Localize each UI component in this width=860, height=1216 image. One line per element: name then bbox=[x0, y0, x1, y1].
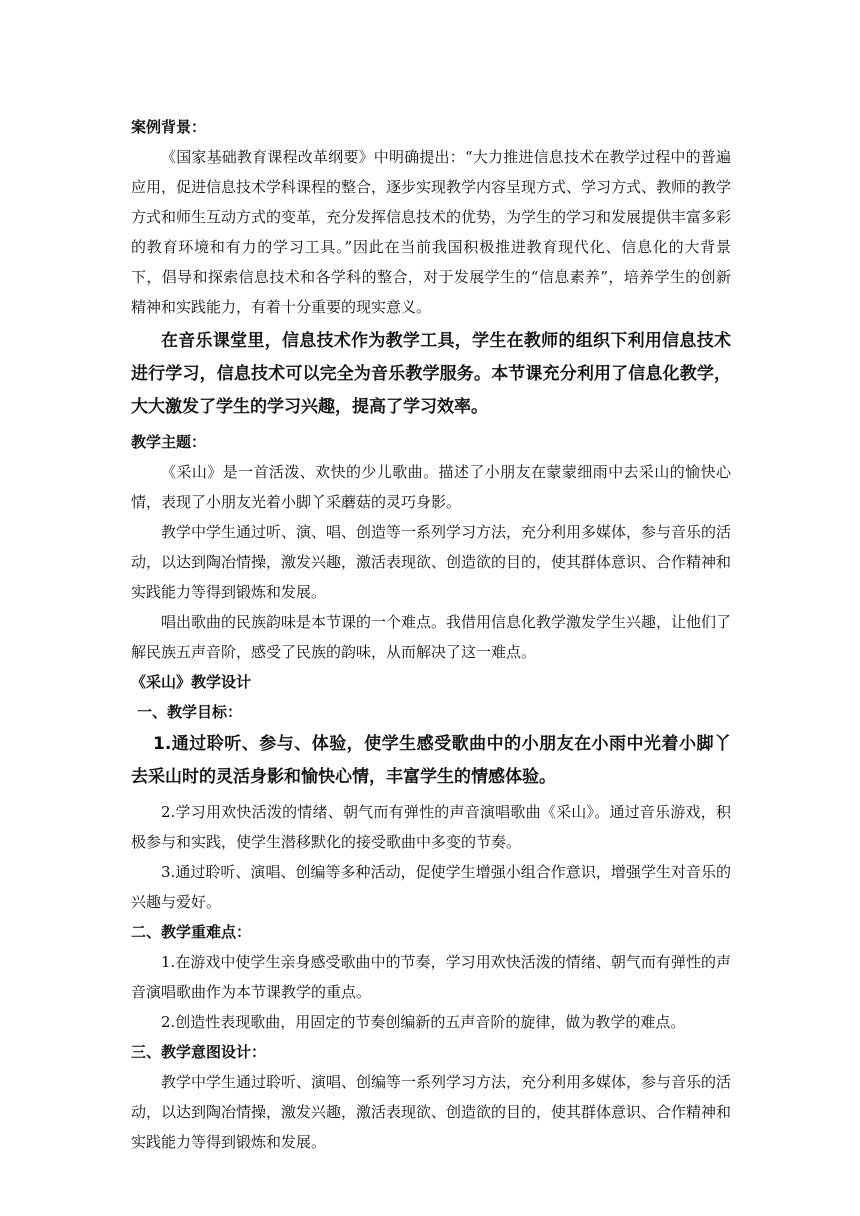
keypoint-1: 1.在游戏中使学生亲身感受歌曲中的节奏，学习用欢快活泼的情绪、朝气而有弹性的声音演唱歌曲作为本节课教学的重点。 bbox=[131, 953, 731, 1001]
objectives-heading: 一、教学目标： bbox=[137, 703, 243, 721]
background-heading: 案例背景： bbox=[131, 118, 207, 136]
objective-2: 2.学习用欢快活泼的情绪、朝气而有弹性的声音演唱歌曲《采山》。通过音乐游戏，积极参与和实践，使学生潜移默化的接受歌曲中多变的节奏。 bbox=[131, 803, 731, 851]
keypoint-2: 2.创造性表现歌曲，用固定的节奏创编新的五声音阶的旋律，做为教学的难点。 bbox=[161, 1013, 686, 1031]
intent-paragraph-1: 教学中学生通过聆听、演唱、创编等一系列学习方法，充分利用多媒体，参与音乐的活动，以达到陶冶情操，激发兴趣，激活表现欲、创造欲的目的，使其群体意识、合作精神和实践能力等得到锻炼和发展。 bbox=[131, 1073, 732, 1151]
objective-1: 1.通过聆听、参与、体验，使学生感受歌曲中的小朋友在小雨中光着小脚丫去采山时的灵活身影和愉快心情，丰富学生的情感体验。 bbox=[131, 734, 731, 787]
theme-heading: 教学主题： bbox=[131, 433, 207, 451]
document-body bbox=[131, 112, 731, 1157]
theme-paragraph-2: 教学中学生通过听、演、唱、创造等一系列学习方法，充分利用多媒体，参与音乐的活动，以达到陶冶情操，激发兴趣，激活表现欲、创造欲的目的，使其群体意识、合作精神和实践能力等得到锻炼和发展。 bbox=[131, 523, 732, 601]
objective-3: 3.通过聆听、演唱、创编等多种活动，促使学生增强小组合作意识，增强学生对音乐的兴趣与爱好。 bbox=[131, 863, 731, 911]
keypoints-heading: 二、教学重难点： bbox=[131, 923, 252, 941]
design-title: 《采山》教学设计 bbox=[131, 673, 252, 691]
intent-heading: 三、教学意图设计： bbox=[131, 1043, 267, 1061]
theme-paragraph-1: 《采山》是一首活泼、欢快的少儿歌曲。描述了小朋友在蒙蒙细雨中去采山的愉快心情，表现了小朋友光着小脚丫采蘑菇的灵巧身影。 bbox=[131, 463, 731, 511]
theme-paragraph-3: 唱出歌曲的民族韵味是本节课的一个难点。我借用信息化教学激发学生兴趣，让他们了解民族五声音阶，感受了民族的韵味，从而解决了这一难点。 bbox=[131, 613, 732, 661]
background-paragraph-2: 在音乐课堂里，信息技术作为教学工具，学生在教师的组织下利用信息技术进行学习，信息技术可以完全为音乐教学服务。本节课充分利用了信息化教学，大大激发了学生的学习兴趣，提高了学习效率。 bbox=[131, 331, 731, 417]
background-paragraph-1: 《国家基础教育课程改革纲要》中明确提出：“大力推进信息技术在教学过程中的普遍应用，促进信息技术学科课程的整合，逐步实现教学内容呈现方式、学习方式、教师的教学方式和师生互动方式的变革，充分发挥信息技术的优势，为学生的学习和发展提供丰富多彩的教育环境和有力的学习工具。”因此在当前我国积极推进教育现代化、信息化的大背景下，倡导和探索信息技术和各学科的整合，对于发展学生的“信息素养”，培养学生的创新精神和实践能力，有着十分重要的现实意义。 bbox=[131, 148, 732, 316]
